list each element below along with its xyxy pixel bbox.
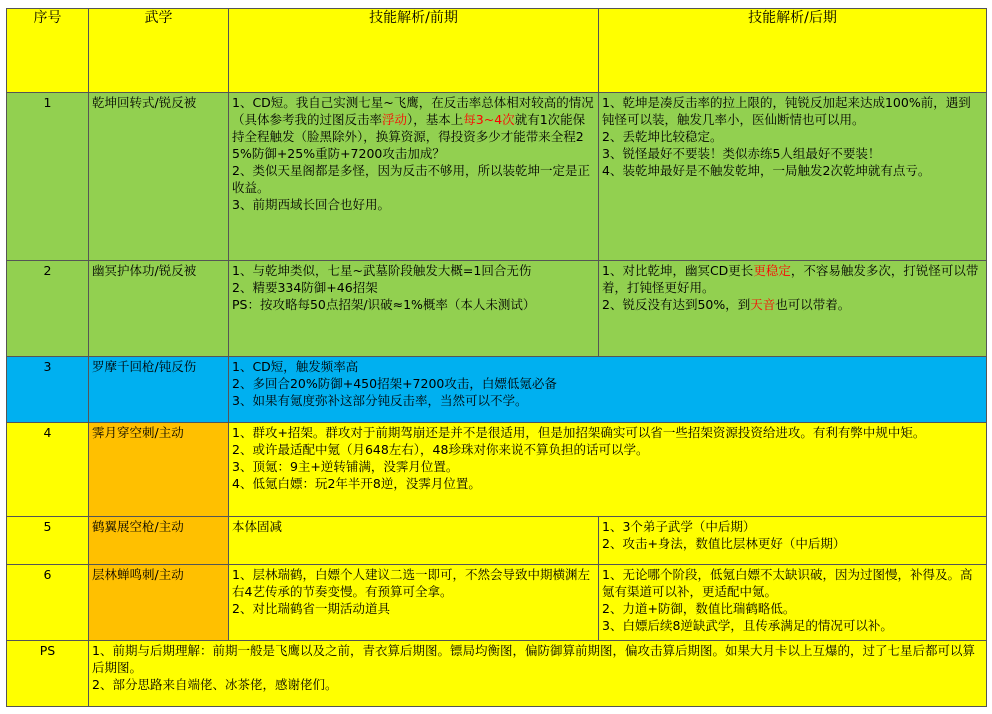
analysis-line-1: 1、群攻+招架。群攻对于前期驾崩还是并不是很适用，但是加招架确实可以省一些招架资源投资给进攻。有利有弊中规中矩。 [232, 425, 926, 440]
row-index[interactable]: 6 [7, 565, 89, 641]
analysis-line-3: 3、如果有氪度弥补这部分钝反击率，当然可以不学。 [232, 393, 528, 408]
early-line-1: 1、层林瑞鹤，白嫖个人建议二选一即可，不然会导致中期横渊左右4艺传承的节奏变慢。有预算可全拿。 [232, 567, 590, 599]
text-segment: 也可以带着。 [775, 297, 851, 312]
highlight-text: 更稳定 [753, 263, 791, 278]
late-line-1: 1、无论哪个阶段，低氪白嫖不太缺识破，因为过图慢，补得及。高氪有渠道可以补，更适配中氪。 [602, 567, 973, 599]
note-line-2: 2、部分思路来自端佬、冰茶佬，感谢佬们。 [92, 677, 338, 692]
combined-analysis-cell[interactable] [229, 357, 987, 423]
early-line-3: 3、前期西域长回合也好用。 [232, 197, 390, 212]
row-skill-name[interactable]: 乾坤回转式/锐反被 [89, 93, 229, 261]
highlight-text: 浮动 [382, 112, 408, 127]
early-analysis-cell[interactable] [229, 93, 599, 261]
text-segment: ，不容易触发多次，打锐怪可以带着，打钝怪更好用。 [602, 263, 979, 295]
highlight-text: 每3~4次 [463, 112, 515, 127]
text-segment: 就有1次能保持全程触发（脸黑除外），换算资源，得投资多少才能带来全程25%防御+25%重防+7200攻击加成？ [232, 112, 586, 161]
early-line-2: 2、精要334防御+46招架 [232, 280, 378, 295]
table-row [7, 565, 987, 641]
row-skill-name[interactable]: 幽冥护体功/锐反被 [89, 261, 229, 357]
table-row [7, 93, 987, 261]
late-line-2 [602, 296, 983, 313]
early-analysis-cell[interactable] [229, 261, 599, 357]
row-index[interactable]: 1 [7, 93, 89, 261]
late-analysis-cell[interactable] [599, 565, 987, 641]
early-line-2: 2、类似天星阁都是多怪，因为反击不够用，所以装乾坤一定是正收益。 [232, 163, 590, 195]
analysis-line-1: 1、CD短，触发频率高 [232, 359, 359, 374]
early-analysis-cell[interactable] [229, 517, 599, 565]
row-skill-name[interactable]: 霁月穿空刺/主动 [89, 423, 229, 517]
note-cell[interactable] [89, 641, 987, 707]
late-line-1: 1、3个弟子武学（中后期） [602, 519, 756, 534]
row-index[interactable]: PS [7, 641, 89, 707]
combined-analysis-cell[interactable] [229, 423, 987, 517]
note-line-1: 1、前期与后期理解：前期一般是飞鹰以及之前，青衣算后期图。镖局均衡图，偏防御算前期图，偏攻击算后期图。如果大月卡以上互爆的，过了七星后都可以算后期图。 [92, 643, 975, 675]
header-skill[interactable]: 武学 [89, 9, 229, 93]
skills-table [6, 8, 987, 707]
late-line-2: 2、力道+防御，数值比瑞鹤略低。 [602, 601, 796, 616]
text-segment: ），基本上 [407, 112, 464, 127]
late-analysis-cell[interactable] [599, 93, 987, 261]
early-line-1 [232, 94, 595, 162]
late-analysis-cell[interactable] [599, 261, 987, 357]
late-line-1: 1、乾坤是凑反击率的拉上限的，钝锐反加起来达成100%前，遇到钝怪可以装，触发几率小，医仙断情也可以用。 [602, 95, 971, 127]
table-row [7, 357, 987, 423]
late-line-2: 2、丢乾坤比较稳定。 [602, 129, 723, 144]
row-index[interactable]: 3 [7, 357, 89, 423]
late-line-3: 3、白嫖后续8逆缺武学，且传承满足的情况可以补。 [602, 618, 893, 633]
late-line-1 [602, 262, 983, 296]
row-index[interactable]: 4 [7, 423, 89, 517]
early-line-3: PS：按攻略每50点招架/识破≈1%概率（本人未测试） [232, 297, 536, 312]
header-early[interactable]: 技能解析/前期 [229, 9, 599, 93]
table-row-ps [7, 641, 987, 707]
early-line-1: 1、与乾坤类似，七星~武墓阶段触发大概=1回合无伤 [232, 263, 532, 278]
header-index[interactable]: 序号 [7, 9, 89, 93]
text-segment: 1、CD短。我自己实测七星~飞鹰，在反击率总体相对较高的情况（具体参考我的过图反击率 [232, 95, 594, 127]
late-line-4: 4、装乾坤最好是不触发乾坤，一局触发2次乾坤就有点亏。 [602, 163, 931, 178]
header-row [7, 9, 987, 93]
row-skill-name[interactable]: 罗摩千回枪/钝反伤 [89, 357, 229, 423]
analysis-line-2: 2、多回合20%防御+450招架+7200攻击，白嫖低氪必备 [232, 376, 557, 391]
analysis-line-2: 2、或许最适配中氪（月648左右），48珍珠对你来说不算负担的话可以学。 [232, 442, 649, 457]
table-row [7, 261, 987, 357]
text-segment: 1、对比乾坤，幽冥CD更长 [602, 263, 754, 278]
highlight-text: 天音 [750, 297, 776, 312]
row-index[interactable]: 5 [7, 517, 89, 565]
early-analysis-cell[interactable] [229, 565, 599, 641]
late-line-2: 2、攻击+身法，数值比层林更好（中后期） [602, 536, 846, 551]
table-row [7, 517, 987, 565]
header-late[interactable]: 技能解析/后期 [599, 9, 987, 93]
row-skill-name[interactable]: 层林蝉鸣刺/主动 [89, 565, 229, 641]
late-line-3: 3、锐怪最好不要装！类似赤练5人组最好不要装！ [602, 146, 881, 161]
early-line-2: 2、对比瑞鹤省一期活动道具 [232, 601, 390, 616]
table-row [7, 423, 987, 517]
early-line-1: 本体固减 [232, 519, 283, 534]
analysis-line-3: 3、顶氪：9主+逆转铺满，没霁月位置。 [232, 459, 459, 474]
text-segment: 2、锐反没有达到50%，到 [602, 297, 751, 312]
analysis-line-4: 4、低氪白嫖：玩2年半开8逆，没霁月位置。 [232, 476, 481, 491]
row-index[interactable]: 2 [7, 261, 89, 357]
row-skill-name[interactable]: 鹤翼展空枪/主动 [89, 517, 229, 565]
late-analysis-cell[interactable] [599, 517, 987, 565]
